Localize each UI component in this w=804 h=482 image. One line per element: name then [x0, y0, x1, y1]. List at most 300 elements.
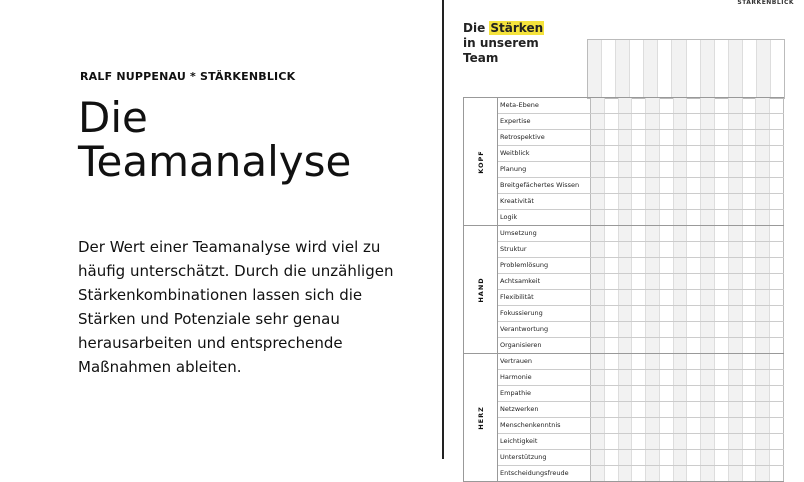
rating-cell [632, 210, 646, 225]
strength-label: Menschenkenntnis [498, 418, 591, 433]
rating-cell [743, 338, 757, 353]
rating-cell [632, 418, 646, 433]
rating-cell [756, 114, 770, 129]
rating-cell [756, 98, 770, 113]
rating-cell [660, 322, 674, 337]
rating-cell [770, 226, 784, 241]
rating-cells [591, 354, 784, 369]
rating-cell [646, 130, 660, 145]
rating-cell [619, 290, 633, 305]
rating-cell [591, 162, 605, 177]
rating-cell [646, 370, 660, 385]
rating-cell [605, 466, 619, 481]
rating-cell [756, 146, 770, 161]
rating-cell [646, 210, 660, 225]
rating-cell [756, 290, 770, 305]
rating-cell [743, 98, 757, 113]
page-title [78, 93, 352, 186]
rating-cell [770, 290, 784, 305]
rating-cell [729, 130, 743, 145]
rating-cell [687, 322, 701, 337]
rating-cell [756, 386, 770, 401]
table-row [498, 386, 784, 402]
rating-cell [687, 306, 701, 321]
rating-cell [729, 242, 743, 257]
rating-cell [605, 274, 619, 289]
rating-cell [715, 226, 729, 241]
rating-cell [687, 274, 701, 289]
rating-cell [660, 146, 674, 161]
name-column [729, 40, 743, 98]
rating-cell [729, 258, 743, 273]
rating-cell [632, 450, 646, 465]
rating-cell [619, 178, 633, 193]
rating-cell [619, 274, 633, 289]
table-row [498, 162, 784, 178]
rating-cell [646, 450, 660, 465]
rating-cell [605, 98, 619, 113]
rating-cell [619, 386, 633, 401]
section-label [464, 226, 498, 353]
rating-cell [605, 226, 619, 241]
rating-cell [687, 226, 701, 241]
rating-cell [660, 210, 674, 225]
rating-cell [660, 450, 674, 465]
brand-label: STÄRKENBLICK [737, 0, 794, 6]
rating-cell [701, 146, 715, 161]
rating-cell [701, 194, 715, 209]
table-row [498, 290, 784, 306]
rating-cell [729, 402, 743, 417]
rating-cell [591, 114, 605, 129]
rating-cell [605, 370, 619, 385]
rating-cell [743, 370, 757, 385]
rating-cell [687, 98, 701, 113]
strength-label: Flexibilität [498, 290, 591, 305]
rating-cell [591, 418, 605, 433]
rating-cell [729, 290, 743, 305]
rating-cell [605, 130, 619, 145]
rating-cell [701, 258, 715, 273]
rating-cell [591, 450, 605, 465]
rating-cell [632, 338, 646, 353]
title-line-2: Teamanalyse [78, 137, 352, 186]
rating-cell [646, 386, 660, 401]
rating-cell [591, 338, 605, 353]
rating-cell [687, 178, 701, 193]
table-row [498, 402, 784, 418]
rating-cell [770, 242, 784, 257]
rating-cell [729, 354, 743, 369]
rating-cell [632, 114, 646, 129]
section-rows [498, 354, 784, 481]
rating-cell [701, 98, 715, 113]
rating-cell [646, 178, 660, 193]
strength-label: Verantwortung [498, 322, 591, 337]
rating-cell [770, 306, 784, 321]
rating-cell [715, 258, 729, 273]
rating-cell [687, 162, 701, 177]
rating-cell [687, 242, 701, 257]
rating-cell [701, 466, 715, 481]
rating-cell [756, 178, 770, 193]
rating-cell [729, 210, 743, 225]
sheet-title-line-1 [463, 21, 544, 36]
rating-cells [591, 98, 784, 113]
sheet-title-line-3: Team [463, 51, 499, 65]
rating-cell [591, 98, 605, 113]
rating-cell [619, 450, 633, 465]
rating-cell [674, 114, 688, 129]
rating-cell [687, 210, 701, 225]
rating-cell [646, 162, 660, 177]
rating-cell [756, 226, 770, 241]
rating-cell [605, 242, 619, 257]
rating-cells [591, 306, 784, 321]
rating-cell [674, 162, 688, 177]
table-row [498, 418, 784, 434]
section-label-text: KOPF [476, 149, 485, 174]
rating-cell [646, 98, 660, 113]
section-label [464, 354, 498, 481]
rating-cell [632, 242, 646, 257]
rating-cell [632, 354, 646, 369]
strength-label: Entscheidungsfreude [498, 466, 591, 481]
rating-cell [701, 130, 715, 145]
rating-cell [632, 274, 646, 289]
strength-label: Unterstützung [498, 450, 591, 465]
description-text: Der Wert einer Teamanalyse wird viel zu häufig unterschätzt. Durch die unzähligen Stärkenkombinationen lassen sich die Stärken und Potenziale sehr genau herausarbeiten und entsprechende Maßnahmen ableiten. [78, 238, 394, 376]
rating-cell [646, 242, 660, 257]
rating-cell [674, 306, 688, 321]
rating-cell [605, 322, 619, 337]
strength-label: Problemlösung [498, 258, 591, 273]
rating-cells [591, 338, 784, 353]
rating-cell [770, 338, 784, 353]
strength-label: Organisieren [498, 338, 591, 353]
rating-cell [701, 114, 715, 129]
rating-cell [646, 194, 660, 209]
rating-cell [674, 130, 688, 145]
rating-cell [674, 178, 688, 193]
rating-cell [701, 370, 715, 385]
rating-cell [770, 146, 784, 161]
rating-cell [701, 354, 715, 369]
strength-label: Logik [498, 210, 591, 225]
rating-cell [660, 434, 674, 449]
rating-cell [715, 114, 729, 129]
rating-cell [770, 194, 784, 209]
section-label [464, 98, 498, 225]
rating-cell [701, 450, 715, 465]
rating-cell [770, 114, 784, 129]
rating-cell [687, 418, 701, 433]
rating-cell [729, 178, 743, 193]
rating-cell [605, 258, 619, 273]
rating-cell [756, 322, 770, 337]
rating-cell [729, 450, 743, 465]
rating-cell [605, 114, 619, 129]
strength-label: Struktur [498, 242, 591, 257]
rating-cell [715, 162, 729, 177]
rating-cell [756, 418, 770, 433]
rating-cell [619, 162, 633, 177]
rating-cell [605, 386, 619, 401]
rating-cell [770, 402, 784, 417]
rating-cell [619, 322, 633, 337]
strength-label: Retrospektive [498, 130, 591, 145]
rating-cell [632, 258, 646, 273]
strength-label: Harmonie [498, 370, 591, 385]
sheet-title [463, 21, 544, 66]
table-row [498, 450, 784, 466]
rating-cells [591, 450, 784, 465]
rating-cell [632, 370, 646, 385]
rating-cell [674, 226, 688, 241]
rating-cell [743, 450, 757, 465]
rating-cell [743, 274, 757, 289]
rating-cell [674, 466, 688, 481]
rating-cell [756, 162, 770, 177]
rating-cell [743, 386, 757, 401]
rating-cell [660, 130, 674, 145]
table-row [498, 178, 784, 194]
rating-cell [687, 290, 701, 305]
sheet-title-highlight: Stärken [490, 21, 544, 35]
name-column [757, 40, 771, 98]
rating-cell [674, 434, 688, 449]
rating-cell [701, 338, 715, 353]
table-row [498, 466, 784, 481]
rating-cell [715, 386, 729, 401]
rating-cell [715, 242, 729, 257]
rating-cell [770, 370, 784, 385]
table-row [498, 434, 784, 450]
rating-cell [729, 146, 743, 161]
rating-cell [591, 386, 605, 401]
rating-cell [660, 386, 674, 401]
rating-cell [674, 354, 688, 369]
strength-label: Umsetzung [498, 226, 591, 241]
rating-cell [743, 226, 757, 241]
strength-label: Expertise [498, 114, 591, 129]
rating-cell [591, 402, 605, 417]
rating-cell [674, 274, 688, 289]
author-line: RALF NUPPENAU * STÄRKENBLICK [80, 70, 296, 83]
rating-cell [605, 338, 619, 353]
rating-cell [660, 354, 674, 369]
rating-cell [770, 274, 784, 289]
table-row [498, 322, 784, 338]
rating-cell [743, 258, 757, 273]
rating-cell [646, 338, 660, 353]
section-kopf [463, 97, 784, 226]
rating-cells [591, 178, 784, 193]
rating-cell [743, 178, 757, 193]
rating-cell [743, 354, 757, 369]
rating-cell [715, 130, 729, 145]
rating-cell [632, 130, 646, 145]
rating-cell [619, 434, 633, 449]
rating-cell [660, 114, 674, 129]
rating-cell [674, 418, 688, 433]
rating-cell [743, 162, 757, 177]
rating-cell [591, 370, 605, 385]
table-row [498, 306, 784, 322]
rating-cell [605, 290, 619, 305]
rating-cell [646, 226, 660, 241]
rating-cells [591, 210, 784, 225]
rating-cell [756, 210, 770, 225]
rating-cell [591, 194, 605, 209]
rating-cell [591, 242, 605, 257]
rating-cell [687, 466, 701, 481]
rating-cell [591, 306, 605, 321]
rating-cell [701, 402, 715, 417]
table-row [498, 98, 784, 114]
rating-cell [619, 258, 633, 273]
rating-cell [619, 306, 633, 321]
rating-cell [687, 146, 701, 161]
rating-cell [674, 450, 688, 465]
rating-cell [715, 210, 729, 225]
strength-label: Vertrauen [498, 354, 591, 369]
title-line-1: Die [78, 93, 148, 142]
team-analysis-sheet [442, 0, 804, 477]
rating-cell [632, 322, 646, 337]
rating-cell [619, 146, 633, 161]
rating-cell [660, 306, 674, 321]
rating-cell [756, 466, 770, 481]
rating-cell [674, 210, 688, 225]
rating-cell [770, 450, 784, 465]
rating-cell [770, 130, 784, 145]
rating-cell [619, 370, 633, 385]
name-column [602, 40, 616, 98]
rating-cell [660, 290, 674, 305]
rating-cell [715, 402, 729, 417]
rating-cell [646, 466, 660, 481]
rating-cell [687, 114, 701, 129]
name-column [687, 40, 701, 98]
rating-cell [605, 402, 619, 417]
rating-cells [591, 322, 784, 337]
sheet-title-line-2: in unserem [463, 36, 539, 50]
rating-cells [591, 258, 784, 273]
rating-cell [770, 210, 784, 225]
rating-cell [715, 322, 729, 337]
rating-cell [770, 322, 784, 337]
rating-cell [756, 306, 770, 321]
name-column [630, 40, 644, 98]
rating-cell [701, 290, 715, 305]
rating-cell [743, 418, 757, 433]
rating-cell [632, 306, 646, 321]
rating-cell [646, 306, 660, 321]
strength-label: Weitblick [498, 146, 591, 161]
rating-cell [646, 146, 660, 161]
rating-cell [591, 130, 605, 145]
rating-cell [743, 402, 757, 417]
rating-cell [632, 466, 646, 481]
rating-cells [591, 434, 784, 449]
rating-cell [701, 226, 715, 241]
rating-cell [715, 98, 729, 113]
rating-cell [605, 146, 619, 161]
rating-cell [674, 402, 688, 417]
section-label-text: HAND [476, 276, 485, 303]
rating-cell [619, 226, 633, 241]
rating-cell [674, 146, 688, 161]
rating-cell [674, 338, 688, 353]
name-column [658, 40, 672, 98]
rating-cell [729, 418, 743, 433]
rating-cell [715, 450, 729, 465]
table-row [498, 210, 784, 225]
rating-cell [687, 386, 701, 401]
rating-cell [701, 162, 715, 177]
table-row [498, 114, 784, 130]
table-row [498, 194, 784, 210]
rating-cell [660, 226, 674, 241]
rating-cell [687, 370, 701, 385]
rating-cell [715, 466, 729, 481]
rating-cell [591, 210, 605, 225]
rating-cell [591, 178, 605, 193]
rating-cell [729, 114, 743, 129]
rating-cells [591, 290, 784, 305]
rating-cell [715, 290, 729, 305]
rating-cell [743, 130, 757, 145]
section-rows [498, 98, 784, 225]
rating-cell [770, 386, 784, 401]
rating-cell [729, 338, 743, 353]
rating-cell [756, 194, 770, 209]
rating-cell [770, 162, 784, 177]
table-row [498, 258, 784, 274]
rating-cell [660, 98, 674, 113]
name-column [743, 40, 757, 98]
section-label-text: HERZ [476, 405, 485, 430]
rating-cell [591, 146, 605, 161]
table-row [498, 130, 784, 146]
rating-cell [660, 274, 674, 289]
rating-cell [605, 354, 619, 369]
rating-cell [674, 370, 688, 385]
rating-cell [674, 322, 688, 337]
rating-cell [646, 354, 660, 369]
rating-cell [619, 338, 633, 353]
rating-cell [646, 434, 660, 449]
rating-cell [619, 466, 633, 481]
section-rows [498, 226, 784, 353]
section-herz [463, 354, 784, 482]
rating-cell [701, 386, 715, 401]
rating-cell [743, 322, 757, 337]
rating-cell [619, 114, 633, 129]
rating-cell [674, 242, 688, 257]
rating-cell [632, 162, 646, 177]
name-column [616, 40, 630, 98]
rating-cell [674, 290, 688, 305]
rating-cell [701, 210, 715, 225]
rating-cell [743, 210, 757, 225]
rating-cell [701, 418, 715, 433]
rating-cell [715, 354, 729, 369]
rating-cell [619, 354, 633, 369]
rating-cells [591, 386, 784, 401]
strength-label: Fokussierung [498, 306, 591, 321]
